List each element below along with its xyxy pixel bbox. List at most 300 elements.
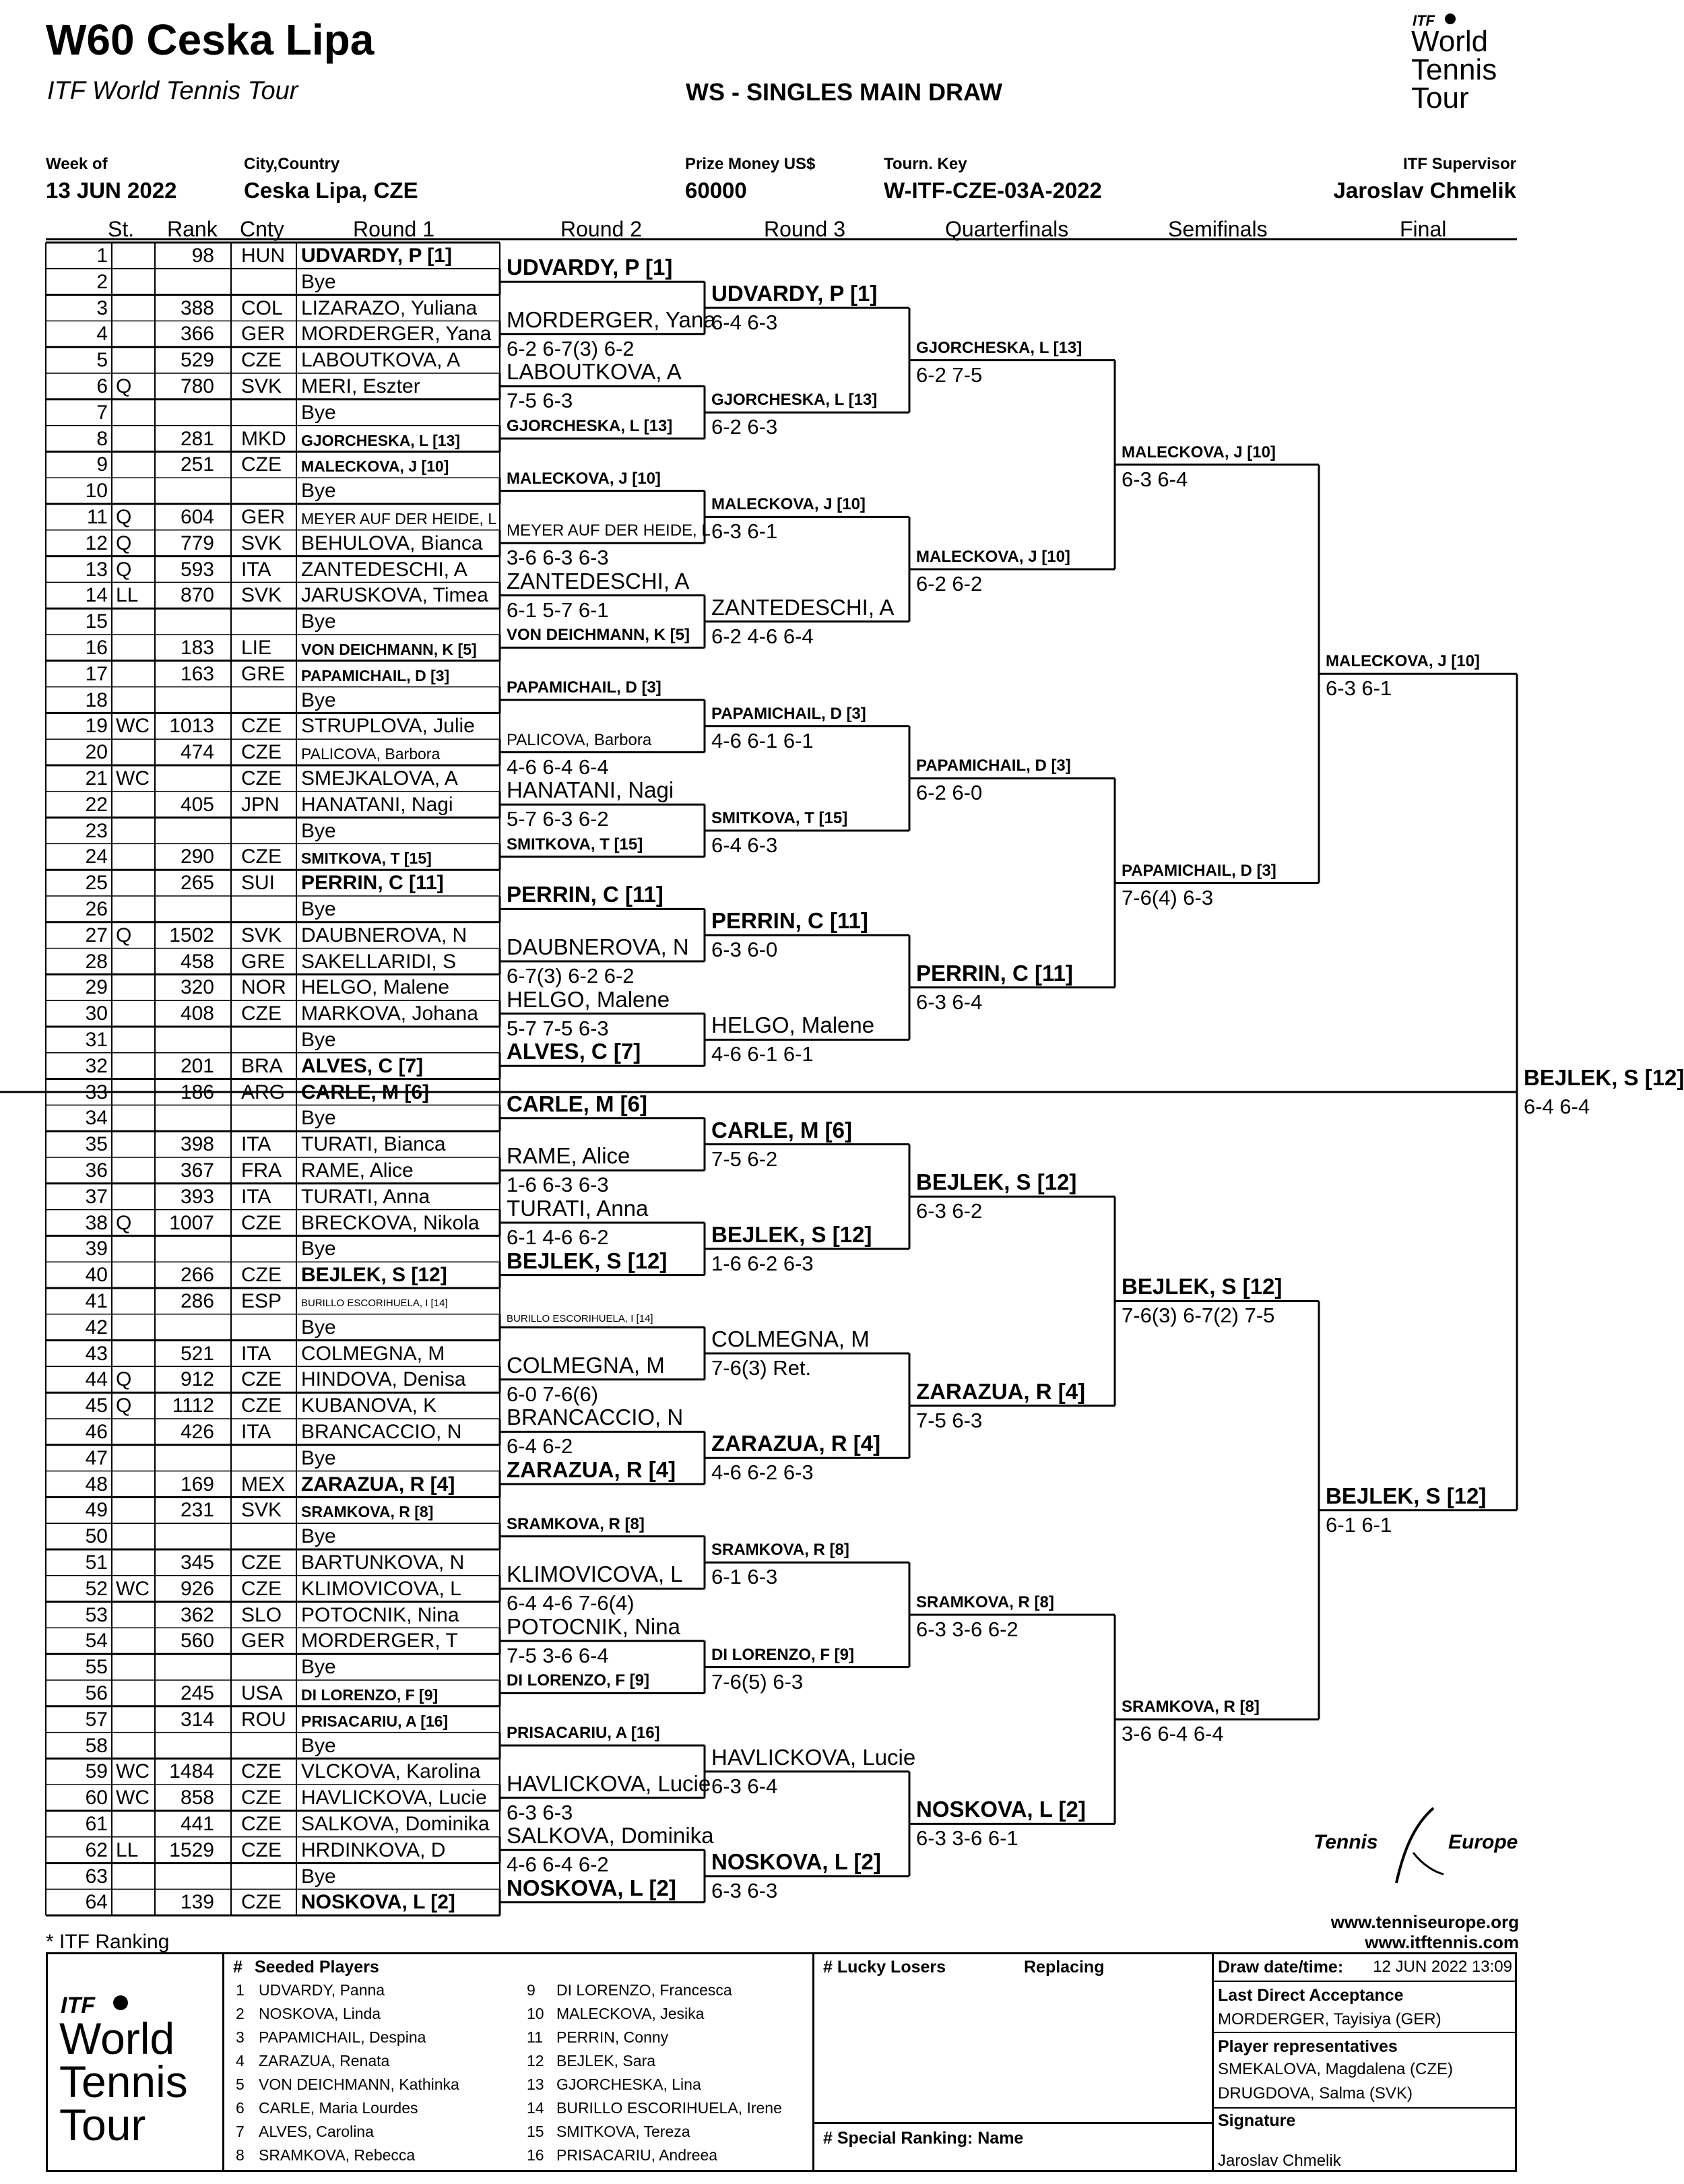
signature-value: Jaroslav Chmelik — [1218, 2152, 1341, 2170]
entry-country: SVK — [241, 924, 282, 946]
entry-player-name: Bye — [301, 819, 336, 842]
entry-player-name: STRUPLOVA, Julie — [301, 715, 475, 738]
entry-number: 16 — [85, 637, 108, 659]
entry-rank: 388 — [180, 296, 214, 319]
match-winner: ZARAZUA, R [4] — [916, 1378, 1086, 1404]
entry-country: HUN — [241, 245, 285, 267]
match-score: 6-2 6-7(3) 6-2 — [507, 336, 635, 360]
match-winner: ZARAZUA, R [4] — [711, 1431, 881, 1456]
entry-player-name: ALVES, C [7] — [301, 1054, 424, 1077]
match-score: 6-2 7-5 — [916, 362, 983, 387]
entry-player-name: Bye — [301, 270, 336, 293]
match-winner: MALECKOVA, J [10] — [1122, 443, 1276, 461]
entry-player-name: BARTUNKOVA, N — [301, 1551, 465, 1574]
entry-rank: 281 — [180, 427, 214, 450]
entry-rank: 345 — [180, 1551, 214, 1574]
match-score: 7-5 3-6 6-4 — [507, 1643, 609, 1667]
tourn-key-value: W-ITF-CZE-03A-2022 — [884, 178, 1102, 203]
entry-player-name: KUBANOVA, K — [301, 1394, 437, 1417]
seed-player-name: DI LORENZO, Francesca — [556, 1981, 732, 1999]
entry-player-name: Bye — [301, 1525, 336, 1548]
col-header-round2: Round 2 — [560, 217, 642, 241]
entry-number: 48 — [85, 1473, 108, 1496]
col-header-cnty: Cnty — [240, 217, 284, 241]
match-score: 7-5 6-3 — [916, 1408, 983, 1432]
entry-number: 59 — [85, 1760, 108, 1783]
match-score: 6-1 6-3 — [711, 1565, 778, 1589]
entry-player-name: TURATI, Bianca — [301, 1133, 446, 1156]
entry-country: CZE — [241, 1394, 282, 1417]
entry-status: WC — [116, 1787, 150, 1809]
match-winner: SALKOVA, Dominika — [507, 1823, 714, 1849]
seed-player-name: PERRIN, Conny — [556, 2028, 669, 2046]
match-score: 6-3 6-4 — [711, 1774, 778, 1798]
entry-player-name: HINDOVA, Denisa — [301, 1368, 466, 1391]
match-winner: PERRIN, C [11] — [916, 960, 1073, 986]
seeded-hash: # — [233, 1958, 242, 1977]
entry-country: COL — [241, 296, 283, 319]
entry-number: 34 — [85, 1107, 108, 1130]
match-winner: POTOCNIK, Nina — [507, 1613, 680, 1639]
entry-number: 41 — [85, 1290, 108, 1312]
entry-country: GER — [241, 506, 286, 528]
match-winner: HAVLICKOVA, Lucie — [711, 1744, 916, 1770]
entry-country: CZE — [241, 1891, 282, 1914]
entry-player-name: BEJLEK, S [12] — [301, 1264, 447, 1287]
entry-rank: 286 — [180, 1290, 214, 1312]
entry-player-name: PAPAMICHAIL, D [3] — [301, 666, 450, 684]
entry-player-name: MEYER AUF DER HEIDE, L — [301, 510, 497, 527]
match-score: 3-6 6-4 6-4 — [1122, 1722, 1224, 1746]
entry-player-name: KLIMOVICOVA, L — [301, 1577, 461, 1600]
seed-number: 3 — [236, 2028, 245, 2046]
entry-status: Q — [116, 506, 132, 528]
seed-number: 8 — [236, 2146, 245, 2164]
match-winner: DI LORENZO, F [9] — [507, 1671, 649, 1690]
entry-rank: 560 — [180, 1630, 214, 1652]
entry-player-name: DI LORENZO, F [9] — [301, 1686, 439, 1704]
entry-country: CZE — [241, 1760, 282, 1783]
entry-country: GER — [241, 1630, 286, 1652]
entry-player-name: SMEJKALOVA, A — [301, 767, 458, 790]
match-winner: KLIMOVICOVA, L — [507, 1562, 683, 1587]
seed-player-name: BURILLO ESCORIHUELA, Irene — [556, 2099, 782, 2117]
entry-number: 37 — [85, 1185, 108, 1208]
col-header-round1: Round 1 — [353, 217, 434, 241]
entry-country: BRA — [241, 1054, 283, 1077]
match-score: 6-4 6-3 — [711, 311, 778, 334]
match-winner: MORDERGER, Yana — [507, 307, 716, 332]
entry-number: 38 — [85, 1211, 108, 1234]
col-header-quarterfinals: Quarterfinals — [945, 217, 1069, 241]
entry-number: 40 — [85, 1264, 108, 1287]
tennis-ball-icon — [113, 1995, 128, 2010]
entry-rank: 139 — [180, 1891, 214, 1914]
entry-number: 57 — [85, 1708, 108, 1731]
entry-player-name: DAUBNEROVA, N — [301, 924, 467, 946]
entry-player-name: HRDINKOVA, D — [301, 1838, 446, 1861]
entry-status: WC — [116, 715, 150, 738]
entry-rank: 366 — [180, 323, 214, 346]
entry-number: 31 — [85, 1029, 108, 1051]
entry-country: LIE — [241, 637, 272, 659]
entry-player-name: PRISACARIU, A [16] — [301, 1712, 449, 1730]
entry-player-name: LIZARAZO, Yuliana — [301, 296, 478, 319]
match-winner: HANATANI, Nagi — [507, 777, 674, 803]
entry-rank: 201 — [180, 1054, 214, 1077]
match-score: 7-5 6-2 — [711, 1147, 778, 1171]
draw-date-label: Draw date/time: — [1218, 1958, 1344, 1977]
entry-number: 58 — [85, 1734, 108, 1757]
url-itftennis: www.itftennis.com — [1365, 1932, 1519, 1952]
page-title: W60 Ceska Lipa — [46, 15, 375, 64]
match-score: 4-6 6-1 6-1 — [711, 728, 814, 752]
match-winner: UDVARDY, P [1] — [507, 255, 673, 280]
entry-number: 5 — [96, 349, 108, 372]
match-score: 6-3 3-6 6-2 — [916, 1617, 1018, 1641]
col-header-round3: Round 3 — [764, 217, 845, 241]
entry-number: 36 — [85, 1159, 108, 1182]
entry-country: CZE — [241, 1577, 282, 1600]
entry-player-name: Bye — [301, 1238, 336, 1260]
entry-player-name: GJORCHESKA, L [13] — [301, 431, 461, 449]
entry-country: CZE — [241, 1264, 282, 1287]
entry-player-name: VON DEICHMANN, K [5] — [301, 641, 477, 658]
match-winner: DI LORENZO, F [9] — [711, 1645, 854, 1664]
match-score: 6-1 5-7 6-1 — [507, 598, 609, 622]
tennis-europe-logo: Tennis Europe — [1314, 1805, 1529, 1893]
seed-player-name: UDVARDY, Panna — [259, 1981, 385, 1999]
prize-value: 60000 — [685, 178, 747, 203]
match-score: 6-7(3) 6-2 6-2 — [507, 964, 635, 988]
entry-status: LL — [116, 1838, 139, 1861]
seed-number: 12 — [527, 2052, 544, 2069]
seed-number: 6 — [236, 2099, 245, 2117]
supervisor-label: ITF Supervisor — [1402, 155, 1516, 173]
entry-country: CZE — [241, 845, 282, 868]
match-winner: BEJLEK, S [12] — [711, 1221, 872, 1247]
entry-rank: 251 — [180, 453, 214, 476]
match-score: 6-3 6-4 — [1122, 467, 1188, 491]
itf-ranking-note: * ITF Ranking — [46, 1931, 170, 1953]
lucky-losers-title: # Lucky Losers — [823, 1958, 946, 1977]
match-score: 6-3 6-2 — [916, 1199, 983, 1223]
seed-player-name: NOSKOVA, Linda — [259, 2005, 381, 2022]
entry-rank: 858 — [180, 1787, 214, 1809]
tourn-key-label: Tourn. Key — [884, 155, 967, 173]
match-winner: ZANTEDESCHI, A — [711, 594, 895, 620]
entry-rank: 1013 — [169, 715, 214, 738]
seed-number: 16 — [527, 2146, 544, 2164]
entry-country: GRE — [241, 950, 286, 973]
match-winner: MALECKOVA, J [10] — [1326, 652, 1480, 671]
entry-rank: 1007 — [169, 1211, 214, 1234]
match-score: 6-1 6-1 — [1326, 1512, 1392, 1537]
entry-player-name: UDVARDY, P [1] — [301, 245, 452, 267]
entry-number: 25 — [85, 872, 108, 895]
entry-number: 47 — [85, 1446, 108, 1469]
entry-player-name: Bye — [301, 480, 336, 503]
entry-country: ITA — [241, 1342, 271, 1365]
entry-player-name: BURILLO ESCORIHUELA, I [14] — [301, 1297, 448, 1309]
entry-number: 3 — [96, 296, 108, 319]
match-winner: PAPAMICHAIL, D [3] — [1122, 861, 1276, 880]
entry-country: CZE — [241, 1368, 282, 1391]
week-value: 13 JUN 2022 — [46, 178, 177, 203]
entry-number: 60 — [85, 1787, 108, 1809]
entry-country: CZE — [241, 349, 282, 372]
match-winner: BEJLEK, S [12] — [1122, 1274, 1283, 1299]
entry-country: CZE — [241, 1551, 282, 1574]
entry-player-name: Bye — [301, 401, 336, 424]
supervisor-value: Jaroslav Chmelik — [1333, 178, 1516, 203]
city-value: Ceska Lipa, CZE — [244, 178, 418, 203]
match-score: 1-6 6-2 6-3 — [711, 1251, 814, 1275]
match-winner: PERRIN, C [11] — [507, 882, 663, 907]
last-direct-value: MORDERGER, Tayisiya (GER) — [1218, 2010, 1442, 2028]
entry-rank: 169 — [180, 1473, 214, 1496]
match-score: 6-4 6-2 — [507, 1434, 573, 1458]
footer-hline-lda — [1212, 2032, 1517, 2033]
match-score: 6-1 4-6 6-2 — [507, 1225, 609, 1249]
entry-number: 39 — [85, 1238, 108, 1260]
player-rep-1: SMEKALOVA, Magdalena (CZE) — [1218, 2060, 1454, 2078]
entry-country: ROU — [241, 1708, 286, 1731]
entry-player-name: SMITKOVA, T [15] — [301, 849, 432, 868]
seed-player-name: PAPAMICHAIL, Despina — [259, 2028, 426, 2046]
entry-player-name: HANATANI, Nagi — [301, 793, 453, 816]
entry-number: 61 — [85, 1813, 108, 1835]
col-header-final: Final — [1400, 217, 1447, 241]
match-winner: PRISACARIU, A [16] — [507, 1724, 660, 1742]
entry-number: 4 — [96, 323, 108, 346]
match-score: 6-3 3-6 6-1 — [916, 1826, 1018, 1851]
entry-player-name: Bye — [301, 610, 336, 633]
match-winner: SMITKOVA, T [15] — [507, 835, 643, 854]
entry-number: 2 — [96, 270, 108, 293]
entry-player-name: Bye — [301, 1316, 336, 1339]
match-winner: SMITKOVA, T [15] — [711, 809, 848, 827]
entry-player-name: MERI, Eszter — [301, 375, 420, 397]
match-winner: BEJLEK, S [12] — [1524, 1065, 1684, 1090]
match-score: 7-6(5) 6-3 — [711, 1669, 804, 1694]
entry-country: SVK — [241, 1499, 282, 1522]
seed-number: 15 — [527, 2123, 544, 2140]
entry-player-name: HAVLICKOVA, Lucie — [301, 1787, 487, 1809]
entry-number: 21 — [85, 767, 108, 790]
entry-player-name: PALICOVA, Barbora — [301, 745, 441, 763]
match-score: 6-2 6-2 — [916, 572, 983, 596]
entry-country: CZE — [241, 1813, 282, 1835]
seed-number: 4 — [236, 2052, 245, 2069]
entry-rank: 604 — [180, 506, 214, 528]
entry-rank: 408 — [180, 1002, 214, 1025]
match-score: 6-3 6-1 — [711, 519, 778, 544]
draw-date-value: 12 JUN 2022 13:09 — [1373, 1958, 1512, 1976]
entry-player-name: CARLE, M [6] — [301, 1081, 429, 1103]
replacing-title: Replacing — [1024, 1958, 1105, 1977]
entry-player-name: HELGO, Malene — [301, 976, 450, 999]
entry-country: CZE — [241, 1211, 282, 1234]
entry-status: Q — [116, 375, 132, 397]
entry-player-name: BRECKOVA, Nikola — [301, 1211, 480, 1234]
footer-divider-3 — [1212, 1952, 1214, 2172]
itf-world-tennis-tour-logo-footer: ITF World Tennis Tour — [59, 1993, 188, 2150]
entry-country: FRA — [241, 1159, 282, 1182]
entry-country: CZE — [241, 741, 282, 764]
entry-rank: 163 — [180, 662, 214, 685]
entry-player-name: Bye — [301, 1734, 336, 1757]
entry-rank: 98 — [191, 245, 214, 267]
match-winner: PAPAMICHAIL, D [3] — [916, 757, 1071, 775]
entry-player-name: SRAMKOVA, R [8] — [301, 1503, 434, 1521]
entry-number: 56 — [85, 1682, 108, 1704]
entry-status: LL — [116, 584, 139, 607]
match-score: 4-6 6-1 6-1 — [711, 1042, 814, 1066]
entry-player-name: Bye — [301, 1107, 336, 1130]
tennis-europe-swoosh-icon — [1386, 1805, 1447, 1886]
entry-number: 62 — [85, 1838, 108, 1861]
entry-number: 51 — [85, 1551, 108, 1574]
last-direct-label: Last Direct Acceptance — [1218, 1986, 1404, 2005]
entry-rank: 265 — [180, 872, 214, 895]
match-winner: DAUBNEROVA, N — [507, 934, 689, 959]
entry-status: Q — [116, 1368, 132, 1391]
match-winner: CARLE, M [6] — [507, 1091, 647, 1116]
seed-number: 7 — [236, 2123, 245, 2140]
entry-country: ESP — [241, 1290, 282, 1312]
footer-hline-date — [1212, 1981, 1517, 1982]
seed-player-name: MALECKOVA, Jesika — [556, 2005, 705, 2022]
match-winner: ALVES, C [7] — [507, 1039, 641, 1064]
entry-number: 46 — [85, 1421, 108, 1443]
entry-player-name: Bye — [301, 1029, 336, 1051]
entry-number: 32 — [85, 1054, 108, 1077]
entry-number: 22 — [85, 793, 108, 816]
entry-number: 11 — [86, 506, 108, 528]
entry-number: 63 — [85, 1865, 108, 1888]
entry-rank: 320 — [180, 976, 214, 999]
match-score: 7-6(3) 6-7(2) 7-5 — [1122, 1304, 1275, 1328]
entry-rank: 314 — [180, 1708, 214, 1731]
match-winner: NOSKOVA, L [2] — [711, 1849, 881, 1874]
seed-player-name: SRAMKOVA, Rebecca — [259, 2146, 416, 2164]
match-score: 6-3 6-3 — [711, 1879, 778, 1902]
match-winner: COLMEGNA, M — [711, 1326, 870, 1351]
seed-player-name: ALVES, Carolina — [259, 2123, 374, 2140]
entry-rank: 458 — [180, 950, 214, 973]
entry-status: Q — [116, 924, 132, 946]
entry-country: ITA — [241, 1133, 271, 1156]
match-score: 6-0 7-6(6) — [507, 1382, 599, 1406]
entry-number: 64 — [85, 1891, 108, 1914]
match-winner: NOSKOVA, L [2] — [916, 1797, 1086, 1822]
entry-country: ITA — [241, 1421, 271, 1443]
entry-number: 52 — [85, 1577, 108, 1600]
entry-rank: 912 — [180, 1368, 214, 1391]
entry-number: 55 — [85, 1656, 108, 1679]
entry-country: SVK — [241, 532, 282, 554]
entry-rank: 779 — [180, 532, 214, 554]
entry-country: CZE — [241, 1787, 282, 1809]
entry-status: Q — [116, 1211, 132, 1234]
entry-number: 7 — [96, 401, 108, 424]
seed-number: 10 — [527, 2005, 544, 2022]
seed-number: 14 — [527, 2099, 544, 2117]
entry-number: 17 — [85, 662, 108, 685]
entry-number: 26 — [85, 898, 108, 920]
entry-rank: 1112 — [172, 1394, 214, 1417]
seed-player-name: SMITKOVA, Tereza — [556, 2123, 690, 2140]
seeded-title: Seeded Players — [255, 1958, 379, 1977]
match-winner: TURATI, Anna — [507, 1196, 649, 1221]
match-score: 6-4 6-4 — [1524, 1095, 1590, 1118]
entry-player-name: RAME, Alice — [301, 1159, 414, 1182]
footer-hline-reps — [1212, 2107, 1517, 2109]
entry-country: ITA — [241, 558, 271, 581]
match-score: 6-4 4-6 7-6(4) — [507, 1591, 635, 1615]
match-winner: COLMEGNA, M — [507, 1352, 665, 1378]
entry-number: 53 — [85, 1603, 108, 1626]
match-score: 6-3 6-4 — [916, 990, 983, 1014]
match-winner: BEJLEK, S [12] — [1326, 1483, 1487, 1508]
match-score: 6-4 6-3 — [711, 833, 778, 857]
entry-country: CZE — [241, 1838, 282, 1861]
entry-number: 43 — [85, 1342, 108, 1365]
special-ranking-title: # Special Ranking: Name — [823, 2129, 1024, 2148]
entry-player-name: PERRIN, C [11] — [301, 872, 444, 895]
entry-country: SUI — [241, 872, 276, 895]
entry-rank: 290 — [180, 845, 214, 868]
entry-country: GER — [241, 323, 286, 346]
match-winner: CARLE, M [6] — [711, 1117, 852, 1143]
entry-player-name: TURATI, Anna — [301, 1185, 430, 1208]
seed-player-name: VON DEICHMANN, Kathinka — [259, 2076, 459, 2093]
entry-number: 35 — [85, 1133, 108, 1156]
entry-rank: 1502 — [169, 924, 214, 946]
match-winner: ZANTEDESCHI, A — [507, 568, 690, 593]
entry-country: USA — [241, 1682, 283, 1704]
entry-rank: 183 — [180, 637, 214, 659]
match-winner: HELGO, Malene — [711, 1013, 875, 1038]
entry-player-name: NOSKOVA, L [2] — [301, 1891, 455, 1914]
entry-number: 44 — [85, 1368, 108, 1391]
match-score: 7-6(3) Ret. — [711, 1356, 812, 1380]
entry-player-name: POTOCNIK, Nina — [301, 1603, 459, 1626]
entry-player-name: MORDERGER, T — [301, 1630, 458, 1652]
entry-number: 45 — [85, 1394, 108, 1417]
entry-number: 29 — [85, 976, 108, 999]
match-winner: MALECKOVA, J [10] — [711, 495, 866, 514]
entry-rank: 529 — [180, 349, 214, 372]
entry-rank: 231 — [180, 1499, 214, 1522]
match-winner: ZARAZUA, R [4] — [507, 1457, 676, 1482]
match-score: 6-3 6-3 — [507, 1800, 573, 1824]
entry-player-name: ZARAZUA, R [4] — [301, 1473, 455, 1496]
seed-player-name: BEJLEK, Sara — [556, 2052, 656, 2069]
entry-status: Q — [116, 558, 132, 581]
match-winner: MALECKOVA, J [10] — [507, 469, 661, 488]
match-winner: BEJLEK, S [12] — [507, 1248, 668, 1273]
entry-rank: 474 — [180, 741, 214, 764]
match-score: 6-2 6-3 — [711, 415, 778, 439]
entry-rank: 245 — [180, 1682, 214, 1704]
entry-rank: 266 — [180, 1264, 214, 1287]
match-winner: SRAMKOVA, R [8] — [711, 1541, 849, 1560]
match-winner: SRAMKOVA, R [8] — [1122, 1698, 1260, 1716]
match-winner: LABOUTKOVA, A — [507, 359, 682, 385]
entry-number: 49 — [85, 1499, 108, 1522]
